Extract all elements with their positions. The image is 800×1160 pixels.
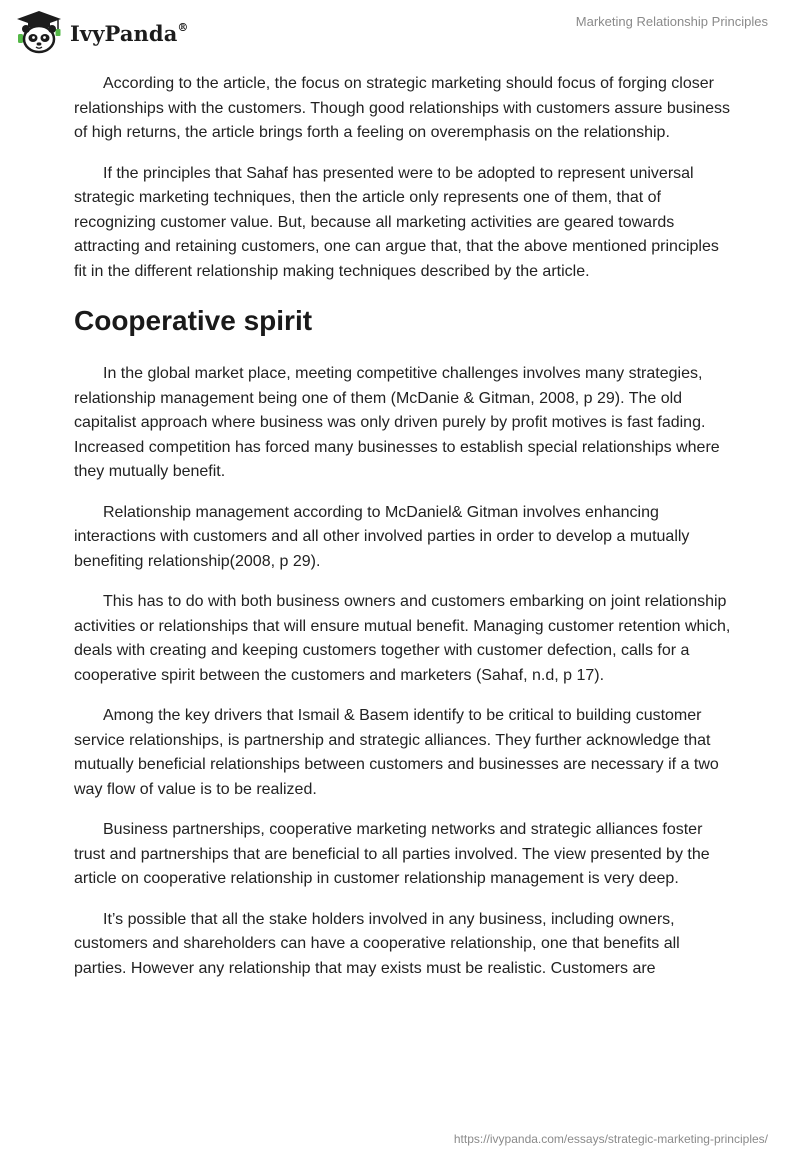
paragraph: This has to do with both business owners and customers embarking on joint relationship activities or relationships that will ensure mutual benefit. Managing customer retention which, deals with creating and keeping customers together with customer defection, calls for a cooperative spirit between the customers and marketers (Sahaf, n.d, p 17).	[74, 593, 731, 684]
brand-logo[interactable]	[14, 8, 190, 56]
paragraph: Among the key drivers that Ismail & Basem identify to be critical to building customer service relationships, is partnership and strategic alliances. They further acknowledge that mutually beneficial relationships between customers and businesses are necessary if a two way flow of value is to be realized.	[74, 707, 719, 798]
brand-name: IvyPanda®	[70, 20, 189, 46]
paragraph: According to the article, the focus on strategic marketing should focus of forging closer relationships with the customers. Though good relationships with customers assure business of high returns, the article brings forth a feeling on overemphasis on the relationship.	[74, 75, 731, 141]
paragraph: Relationship management according to McDaniel& Gitman involves enhancing interactions with customers and all other involved parties in order to develop a mutually benefiting relationship(2008, p 29).	[74, 503, 690, 570]
panda-graduate-icon	[14, 10, 64, 54]
page-header	[0, 0, 800, 62]
paragraph: Business partnerships, cooperative marketing networks and strategic alliances foster trust and partnerships that are beneficial to all parties involved. The view presented by the article on cooperative relationship in customer relationship management is very deep.	[74, 821, 710, 887]
document-title: Marketing Relationship Principles	[575, 14, 768, 29]
paragraph: In the global market place, meeting competitive challenges involves many strategies, relationship management being one of them (McDanie & Gitman, 2008, p 29). The old capitalist approach where business was only driven purely by profit motives is fast fading. Increased competition has forced many businesses to establish special relationships where they mutually benefit.	[74, 365, 720, 480]
section-heading: Cooperative spirit	[74, 305, 313, 336]
paragraph: If the principles that Sahaf has presented were to be adopted to represent universal strategic marketing techniques, then the article only represents one of them, that of recognizing customer value. But, because all marketing activities are geared towards attracting and retaining customers, one can argue that, that the above mentioned principles fit in the different relationship making techniques described by the article.	[74, 164, 719, 280]
essay-body	[74, 72, 734, 997]
paragraph: It’s possible that all the stake holders involved in any business, including owners, customers and shareholders can have a cooperative relationship, one that benefits all parties. However any relationship that may exists must be realistic. Customers are	[74, 910, 680, 977]
source-url[interactable]: https://ivypanda.com/essays/strategic-marketing-principles/	[453, 1132, 768, 1146]
